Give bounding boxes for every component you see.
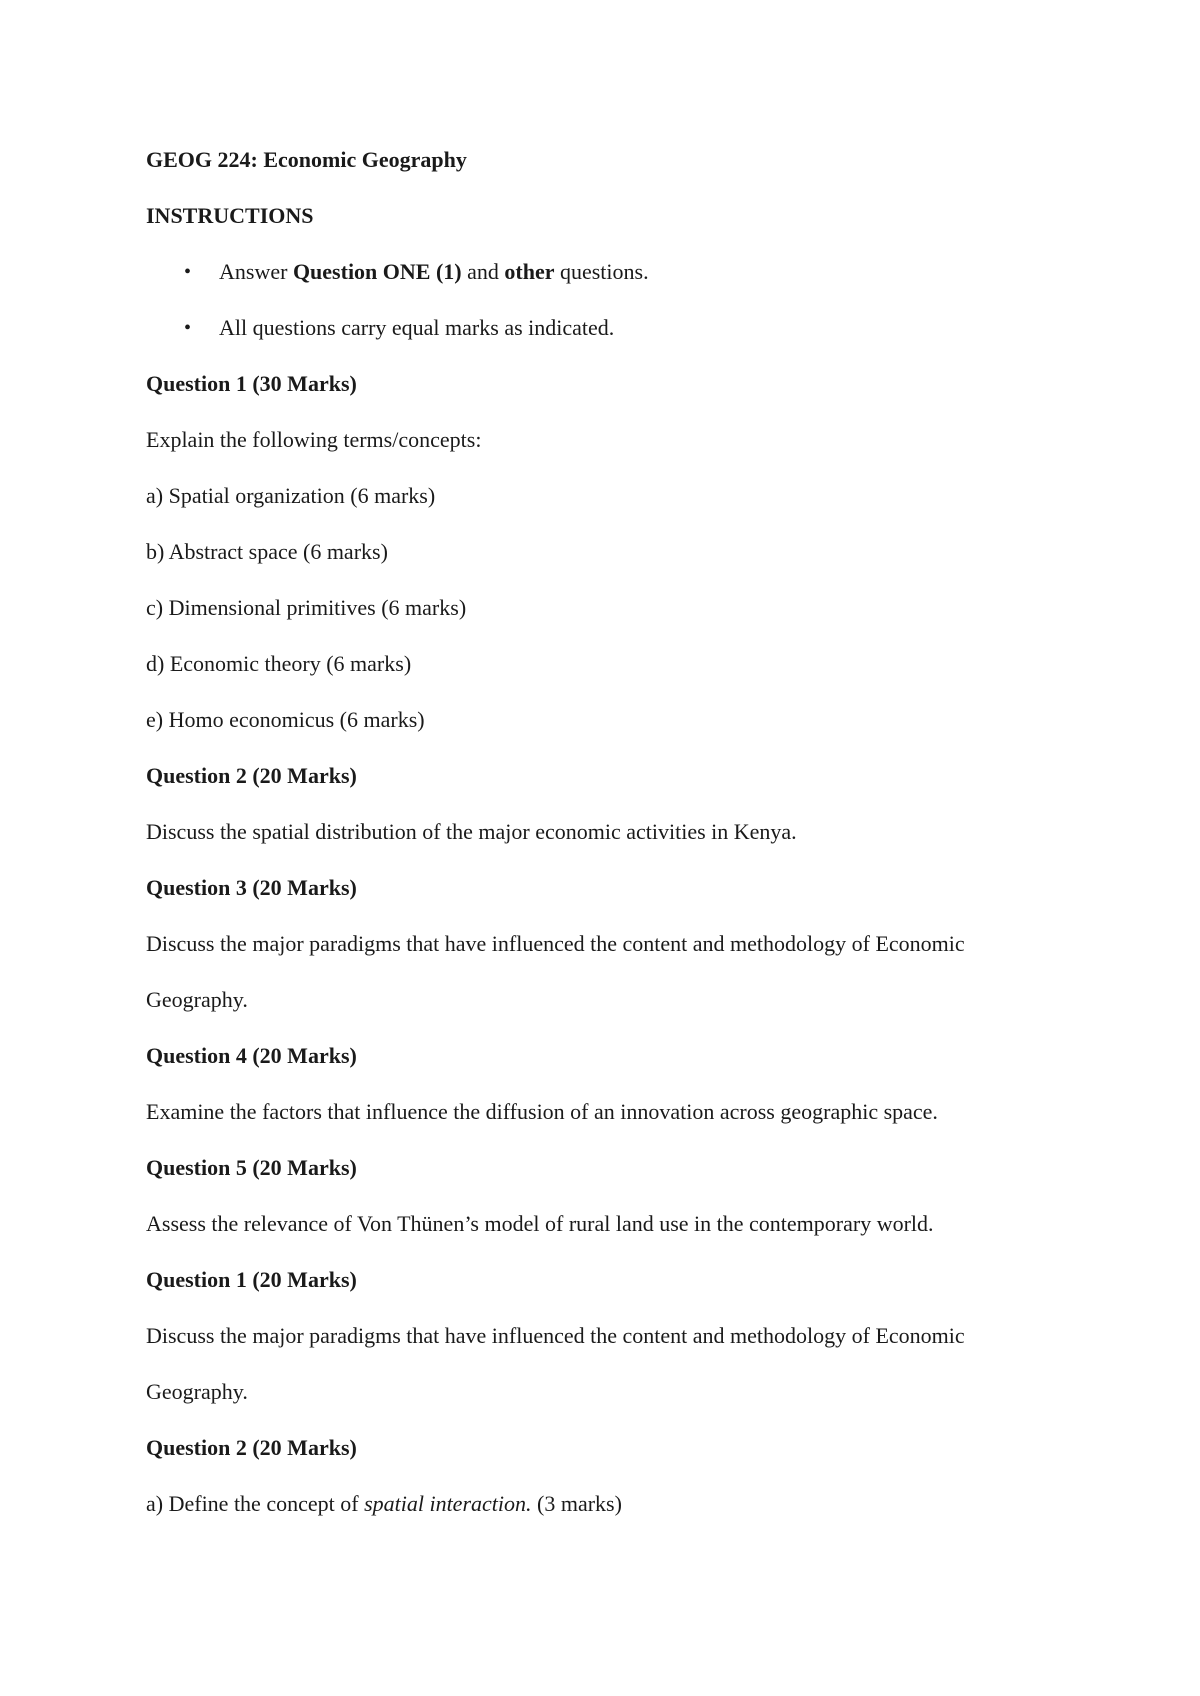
question-text: Examine the factors that influence the diffusion of an innovation across geographic space. [146,1099,938,1124]
question-text: Geography. [146,987,248,1012]
instruction-text: and [461,259,505,284]
instruction-text: questions. [554,259,649,284]
question-heading: Question 2 (20 Marks) [146,1435,357,1460]
question-item: d) Economic theory (6 marks) [146,651,412,676]
bullet-icon: • [184,261,192,283]
instructions-heading: INSTRUCTIONS [146,203,314,228]
question-text: Geography. [146,1379,248,1404]
question-heading: Question 3 (20 Marks) [146,875,357,900]
question-emphasis: spatial interaction. [364,1491,532,1516]
document-title: GEOG 224: Economic Geography [146,147,467,172]
instruction-item-1 [219,258,649,286]
question-item: a) Spatial organization (6 marks) [146,483,436,508]
question-text-part: (3 marks) [531,1491,622,1516]
question-text: Assess the relevance of Von Thünen’s model of rural land use in the contemporary world. [146,1211,934,1236]
question-text: Discuss the spatial distribution of the major economic activities in Kenya. [146,819,797,844]
question-heading: Question 2 (20 Marks) [146,763,357,788]
instruction-item-2: All questions carry equal marks as indicated. [219,315,615,340]
question-heading: Question 1 (30 Marks) [146,371,357,396]
question-text: Explain the following terms/concepts: [146,427,482,452]
question-text: Discuss the major paradigms that have influenced the content and methodology of Economic [146,1323,965,1348]
instruction-emphasis: other [504,259,555,284]
bullet-icon: • [184,317,192,339]
instruction-emphasis: Question ONE (1) [292,259,462,284]
question-text: Discuss the major paradigms that have influenced the content and methodology of Economic [146,931,965,956]
question-item: e) Homo economicus (6 marks) [146,707,425,732]
instruction-text: Answer [219,259,293,284]
question-heading: Question 1 (20 Marks) [146,1267,357,1292]
question-item: b) Abstract space (6 marks) [146,539,388,564]
question-text [146,1490,622,1518]
question-heading: Question 4 (20 Marks) [146,1043,357,1068]
question-text-part: a) Define the concept of [146,1491,365,1516]
question-item: c) Dimensional primitives (6 marks) [146,595,467,620]
question-heading: Question 5 (20 Marks) [146,1155,357,1180]
